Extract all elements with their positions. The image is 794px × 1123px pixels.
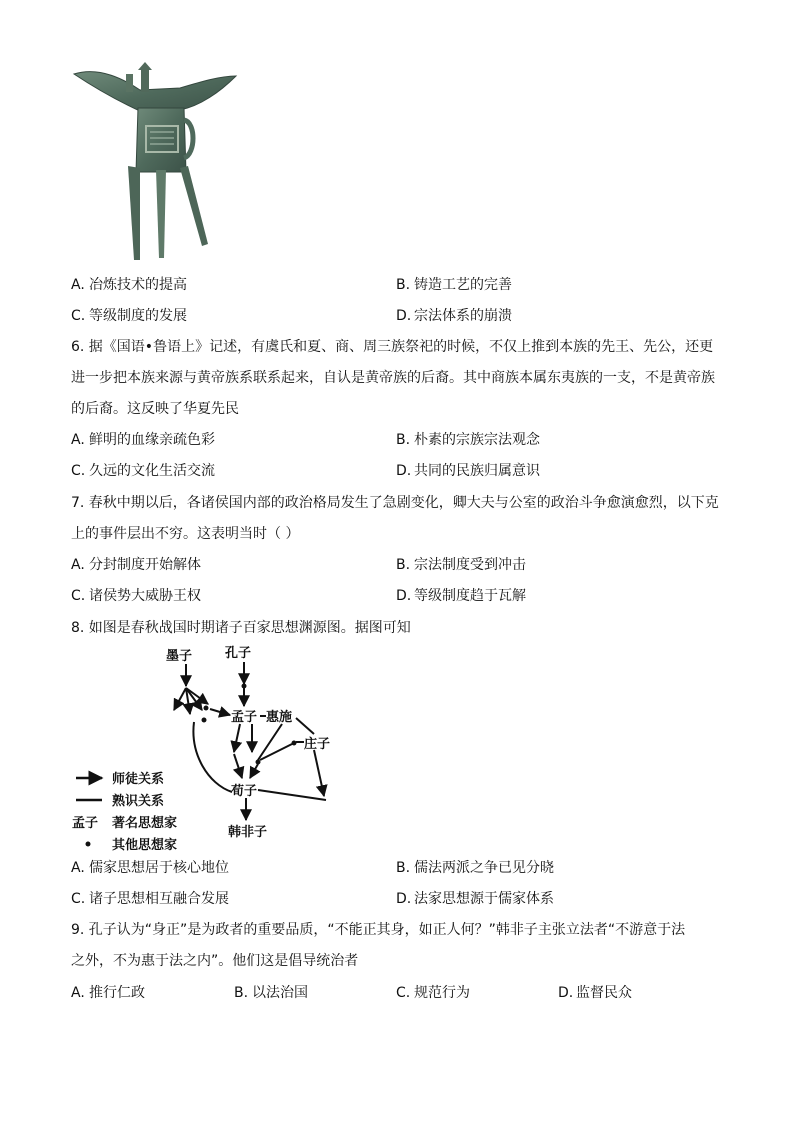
q9-option-b[interactable] xyxy=(234,983,308,1003)
node-mengzi: 孟子 xyxy=(231,710,258,725)
option-label: D. xyxy=(396,588,412,604)
q8-stem-line-1: 8. 如图是春秋战国时期诸子百家思想渊源图。据图可知 xyxy=(71,620,411,636)
option-text: 诸侯势大威胁王权 xyxy=(89,588,201,604)
edge-curve-to-xunzi xyxy=(193,722,232,792)
node-xunzi: 荀子 xyxy=(231,784,258,799)
option-label: B. xyxy=(396,557,411,573)
q6-option-b[interactable] xyxy=(396,430,540,450)
q7-option-c[interactable] xyxy=(71,586,201,606)
option-label: B. xyxy=(396,277,411,293)
q8-option-a[interactable] xyxy=(71,858,229,878)
other-thinker-dot xyxy=(202,718,207,723)
legend-famous: 著名思想家 xyxy=(112,816,178,831)
bronze-jue-vessel-image xyxy=(70,62,240,267)
option-text: 冶炼技术的提高 xyxy=(89,277,187,293)
option-label: D. xyxy=(396,308,412,324)
other-thinker-dot xyxy=(242,684,247,689)
thinkers-lineage-diagram xyxy=(68,644,338,854)
option-label: C. xyxy=(71,463,86,479)
option-label: C. xyxy=(71,308,86,324)
q6-option-d[interactable] xyxy=(396,461,540,481)
q8-option-d[interactable] xyxy=(396,889,554,909)
option-text: 儒法两派之争已见分晓 xyxy=(414,860,554,876)
option-label: D. xyxy=(558,985,574,1001)
option-text: 分封制度开始解体 xyxy=(89,557,201,573)
edge-xunzi-right xyxy=(258,790,326,800)
legend-acquaint: 熟识关系 xyxy=(112,794,165,809)
edge-to-mengzi xyxy=(210,709,230,715)
option-text: 久远的文化生活交流 xyxy=(89,463,215,479)
q9-option-c[interactable] xyxy=(396,983,470,1003)
option-text: 等级制度的发展 xyxy=(89,308,187,324)
option-text: 等级制度趋于瓦解 xyxy=(414,588,526,604)
q9-option-d[interactable] xyxy=(558,983,632,1003)
option-label: A. xyxy=(71,860,85,876)
node-hanfeizi: 韩非子 xyxy=(228,825,268,840)
option-text: 儒家思想居于核心地位 xyxy=(89,860,229,876)
q6-stem-line-1: 6. 据《国语•鲁语上》记述，有虞氏和夏、商、周三族祭祀的时候，不仅上推到本族的先王、先公，还更 xyxy=(71,339,714,355)
option-text: 宗法制度受到冲击 xyxy=(414,557,526,573)
option-label: A. xyxy=(71,432,85,448)
q6-option-c[interactable] xyxy=(71,461,215,481)
edge-mengzi-down-a xyxy=(234,724,240,752)
q9-stem-line-2: 之外，不为惠于法之内”。他们这是倡导统治者 xyxy=(71,953,359,969)
option-label: A. xyxy=(71,557,85,573)
edge-dot-to-zhuangzi-dot xyxy=(260,744,292,760)
q6-stem-line-3: 的后裔。这反映了华夏先民 xyxy=(71,401,239,417)
q7-stem-line-1: 7. 春秋中期以后，各诸侯国内部的政治格局发生了急剧变化，卿大夫与公室的政治斗争愈演愈烈，以下克 xyxy=(71,495,719,511)
option-text: 宗法体系的崩溃 xyxy=(414,308,512,324)
q8-option-c[interactable] xyxy=(71,889,229,909)
q5-option-d[interactable] xyxy=(396,306,512,326)
option-label: D. xyxy=(396,463,412,479)
edge-to-xunzi xyxy=(250,764,258,778)
option-text: 法家思想源于儒家体系 xyxy=(414,891,554,907)
other-thinker-dot xyxy=(256,760,261,765)
q7-option-b[interactable] xyxy=(396,555,526,575)
q7-stem-line-2: 上的事件层出不穷。这表明当时（ ） xyxy=(71,526,300,542)
option-text: 铸造工艺的完善 xyxy=(414,277,512,293)
legend-famous-sample: 孟子 xyxy=(72,816,99,831)
edge-mozi-disciple-a xyxy=(174,688,186,710)
option-label: C. xyxy=(71,588,86,604)
legend-other: 其他思想家 xyxy=(112,838,178,853)
q8-option-b[interactable] xyxy=(396,858,554,878)
option-label: B. xyxy=(396,432,411,448)
other-thinker-dot xyxy=(204,706,209,711)
node-huishi: 惠施 xyxy=(266,710,293,725)
option-label: C. xyxy=(71,891,86,907)
q7-option-d[interactable] xyxy=(396,586,526,606)
option-label: A. xyxy=(71,277,85,293)
option-label: A. xyxy=(71,985,85,1001)
q5-option-c[interactable] xyxy=(71,306,187,326)
q7-option-a[interactable] xyxy=(71,555,201,575)
q9-stem-line-1: 9. 孔子认为“身正”是为政者的重要品质，“不能正其身，如正人何？”韩非子主张立法者“不游意于法 xyxy=(71,922,686,938)
option-text: 共同的民族归属意识 xyxy=(414,463,540,479)
edge-zhuangzi-down xyxy=(314,750,324,796)
option-label: C. xyxy=(396,985,411,1001)
node-mozi: 墨子 xyxy=(166,649,193,664)
node-kongzi: 孔子 xyxy=(225,646,252,661)
other-thinker-dot xyxy=(292,741,297,746)
option-text: 鲜明的血缘亲疏色彩 xyxy=(89,432,215,448)
edge-huishi-zhuangzi xyxy=(296,718,314,734)
option-text: 推行仁政 xyxy=(89,985,145,1001)
q6-stem-line-2: 进一步把本族来源与黄帝族系联系起来，自认是黄帝族的后裔。其中商族本属东夷族的一支，不是黄帝族 xyxy=(71,370,715,386)
option-label: D. xyxy=(396,891,412,907)
option-label: B. xyxy=(234,985,249,1001)
node-zhuangzi: 庄子 xyxy=(304,737,331,752)
q5-option-a[interactable] xyxy=(71,275,187,295)
legend-teacher: 师徒关系 xyxy=(112,772,165,787)
q6-option-a[interactable] xyxy=(71,430,215,450)
option-text: 诸子思想相互融合发展 xyxy=(89,891,229,907)
option-text: 以法治国 xyxy=(252,985,308,1001)
legend-dot-symbol xyxy=(86,842,91,847)
option-label: B. xyxy=(396,860,411,876)
option-text: 监督民众 xyxy=(576,985,632,1001)
q5-option-b[interactable] xyxy=(396,275,512,295)
q9-option-a[interactable] xyxy=(71,983,145,1003)
option-text: 朴素的宗族宗法观念 xyxy=(414,432,540,448)
edge-mengzi-to-xunzi xyxy=(234,754,242,778)
option-text: 规范行为 xyxy=(414,985,470,1001)
